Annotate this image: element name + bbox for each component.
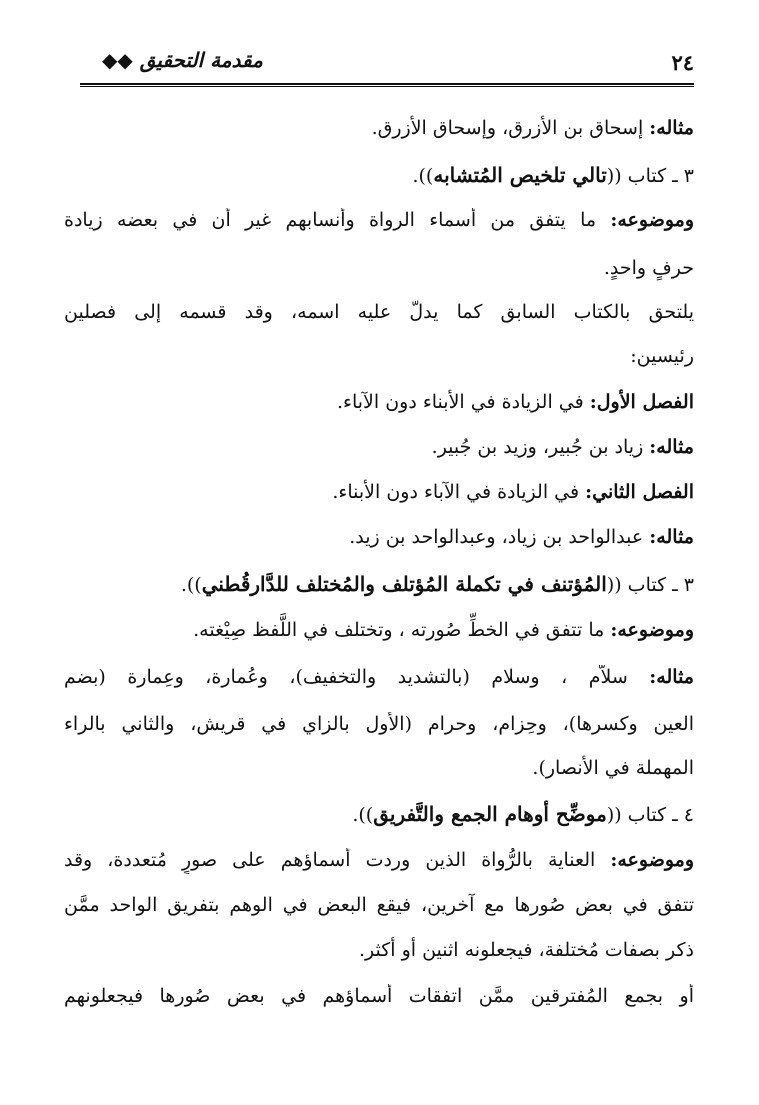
line-text: ٣ ـ كتاب (( <box>606 574 694 596</box>
line-text: العناية بالرُّواة الذين وردت أسماؤهم على صورٍ مُتعددة، وقد <box>64 849 611 871</box>
line-text: يلتحق بالكتاب السابق كما يدلُّ عليه اسمه، وقد قسمه إلى فصلين <box>64 301 694 323</box>
page-number: ٢٤ <box>671 50 694 75</box>
text-line <box>64 848 694 874</box>
line-label: وموضوعه: <box>610 209 694 231</box>
line-text: زياد بن جُبير، وزيد بن جُبير. <box>431 436 650 458</box>
line-text: حرفٍ واحدٍ. <box>603 257 694 279</box>
book-heading <box>181 572 694 598</box>
line-label: وموضوعه: <box>610 619 694 641</box>
text-line <box>349 525 694 551</box>
text-line <box>630 344 694 370</box>
line-text: في الزيادة في الأبناء دون الآباء. <box>336 391 590 413</box>
book-heading <box>352 802 694 828</box>
book-heading <box>412 163 694 189</box>
line-label: الفصل الثاني: <box>585 481 694 503</box>
text-line <box>359 938 694 964</box>
line-tail: )). <box>412 165 434 187</box>
line-text: ما يتفق من أسماء الرواة وأنسابهم غير أن في بعضه زيادة <box>64 209 611 231</box>
running-title: مقدمة التحقيق ◆◆ <box>102 48 263 72</box>
line-text: رئيسين: <box>630 345 694 367</box>
text-line <box>372 116 694 142</box>
page-header <box>80 44 694 82</box>
book-title: تالي تلخيص المُتشابه <box>433 163 607 187</box>
line-label: مثاله: <box>649 117 694 139</box>
text-line <box>64 893 694 919</box>
line-text: ٣ ـ كتاب (( <box>606 165 694 187</box>
line-text: ما تتفق في الخطِّ صُورته ، وتختلف في اللَّفظ صِيْغته. <box>193 619 611 641</box>
text-line <box>532 756 694 782</box>
text-line <box>432 435 694 461</box>
text-line <box>64 300 694 326</box>
line-text: المهملة في الأنصار). <box>532 757 694 779</box>
line-label: مثاله: <box>649 666 694 688</box>
line-text: تتفق في بعض صُورها مع آخرين، فيقع البعض في الوهم بتفريق الواحد ممَّن <box>64 894 694 916</box>
text-line <box>332 480 694 506</box>
line-text: ذكر بصفات مُختلفة، فيجعلونه اثنين أو أكثر. <box>358 939 694 961</box>
line-text: في الزيادة في الآباء دون الأبناء. <box>332 481 586 503</box>
book-title: موضِّح أوهام الجمع والتَّفريق <box>373 802 607 826</box>
line-text: أو بجمع المُفترقين ممَّن اتفقات أسماؤهم في بعض صُورها فيجعلونهم <box>64 985 694 1007</box>
text-line <box>337 390 694 416</box>
line-text: عبدالواحد بن زياد، وعبدالواحد بن زيد. <box>349 526 650 548</box>
line-text: إسحاق بن الأزرق، وإسحاق الأزرق. <box>371 117 650 139</box>
header-rule <box>80 83 694 87</box>
line-label: وموضوعه: <box>610 849 694 871</box>
text-line <box>64 665 694 691</box>
text-line <box>64 984 694 1010</box>
line-tail: )). <box>352 804 374 826</box>
line-label: مثاله: <box>649 526 694 548</box>
book-title: المُؤتنف في تكملة المُؤتلف والمُختلف للدَّارقُطني <box>201 572 607 596</box>
text-line <box>64 208 694 234</box>
text-line <box>193 618 694 644</box>
text-line <box>604 256 694 282</box>
line-label: مثاله: <box>649 436 694 458</box>
text-line <box>64 712 694 738</box>
line-text: ٤ ـ كتاب (( <box>606 804 694 826</box>
line-text: العين وكسرها)، وحِزام، وحرام (الأول بالزاي في قريش، والثاني بالراء <box>64 713 694 735</box>
line-text: سلاَّم ، وسلام (بالتشديد والتخفيف)، وعُمارة، وعِمارة (بضم <box>64 666 650 688</box>
line-tail: )). <box>180 574 202 596</box>
line-label: الفصل الأول: <box>589 391 694 413</box>
